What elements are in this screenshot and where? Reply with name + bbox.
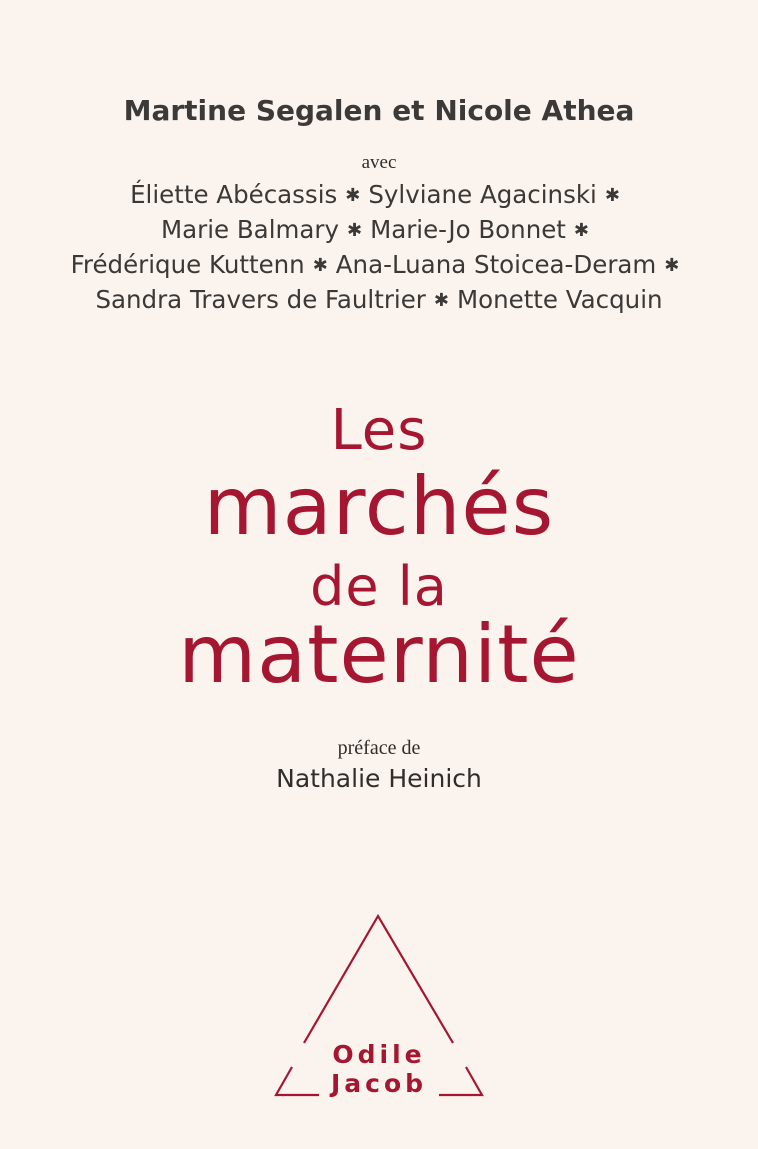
- separator-star-icon: ✱: [345, 185, 361, 206]
- preface-author: Nathalie Heinich: [276, 764, 482, 793]
- separator-star-icon: ✱: [346, 220, 363, 241]
- title-line-1: Les: [330, 398, 428, 463]
- contributor-name: Sandra Travers de Faultrier: [95, 285, 426, 314]
- contributor-name: Monette Vacquin: [456, 285, 663, 314]
- title-line-2: marchés: [203, 460, 555, 553]
- contributor-name: Éliette Abécassis: [130, 180, 338, 209]
- contributor-name: Marie-Jo Bonnet: [370, 215, 566, 244]
- authors: Martine Segalen et Nicole Athea: [123, 94, 635, 127]
- contributor-name: Sylviane Agacinski: [368, 180, 597, 209]
- publisher-name-line-2: Jacob: [330, 1069, 428, 1098]
- publisher-name-line-1: Odile: [332, 1040, 426, 1069]
- contributor-name: Ana-Luana Stoicea-Deram: [335, 250, 657, 279]
- separator-star-icon: ✱: [433, 290, 449, 311]
- contributors-line-2: [0, 215, 758, 244]
- contributor-name: Marie Balmary: [160, 215, 339, 244]
- contributors-line-1: [0, 180, 758, 209]
- preface-label: préface de: [337, 737, 421, 759]
- separator-star-icon: ✱: [664, 255, 680, 276]
- contributors-line-4: [0, 285, 758, 314]
- contributor-name: Frédérique Kuttenn: [70, 250, 305, 279]
- title-line-4: maternité: [178, 608, 580, 701]
- separator-star-icon: ✱: [604, 185, 620, 206]
- contributors-line-3: [0, 250, 758, 279]
- title-line-3: de la: [310, 555, 448, 618]
- avec-label: avec: [361, 152, 397, 173]
- separator-star-icon: ✱: [312, 255, 328, 276]
- publisher-logo: [270, 910, 488, 1102]
- separator-star-icon: ✱: [573, 220, 590, 241]
